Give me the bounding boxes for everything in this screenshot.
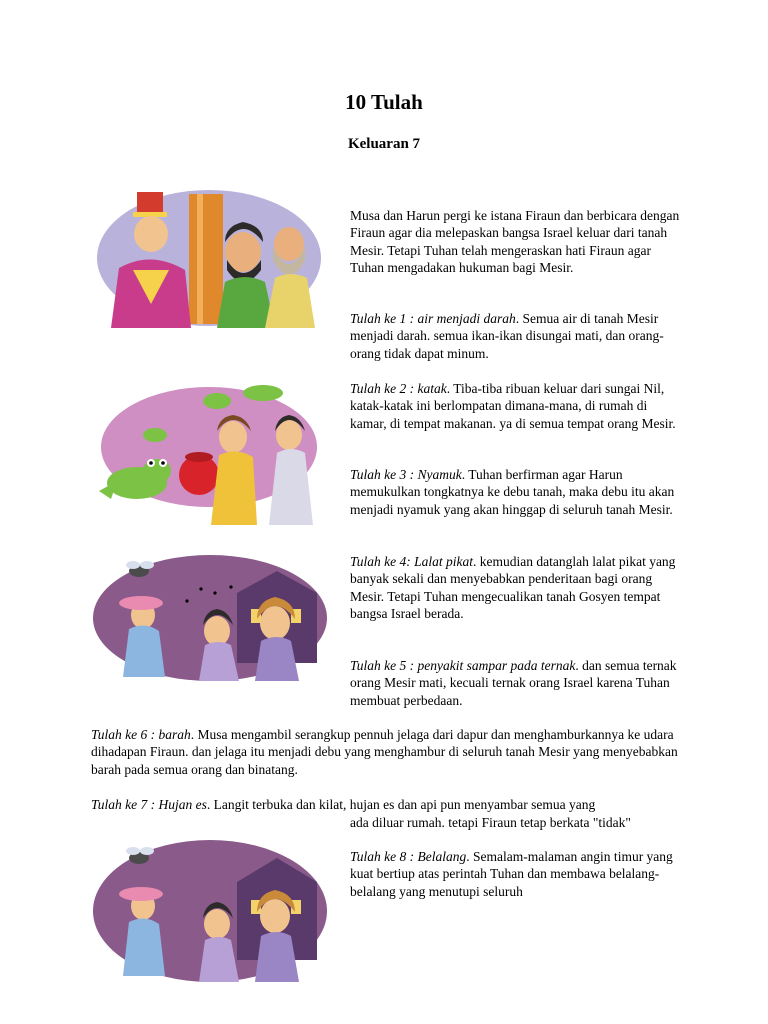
plague-8-text: . Semalam-malaman angin timur yang kuat bertiup atas perintah Tuhan dan membawa belalang-belalang yang menutupi seluruh bbox=[350, 849, 673, 899]
page-title: 10 Tulah bbox=[345, 90, 423, 114]
plague-7-continuation: ada diluar rumah. tetapi Firaun tetap berkata "tidak" bbox=[350, 815, 631, 830]
plague-1-paragraph bbox=[350, 310, 685, 362]
plague-3-text: . Tuhan berfirman agar Harun memukulkan tongkatnya ke debu tanah, maka debu itu akan menjadi nyamuk yang akan hinggap di seluruh tanah Mesir. bbox=[350, 467, 675, 517]
illustration-flies bbox=[91, 553, 329, 683]
plague-4-paragraph bbox=[350, 553, 685, 623]
plague-5-text: . dan semua ternak orang Mesir mati, kecuali ternak orang Israel karena Tuhan membuat perbedaan. bbox=[350, 658, 677, 708]
plague-2-lead: Tulah ke 2 : katak bbox=[350, 381, 447, 396]
plague-7-text: . Langit terbuka dan kilat, hujan es dan api pun menyambar semua yang bbox=[206, 797, 596, 812]
plague-8-paragraph bbox=[350, 848, 685, 900]
plague-1-lead: Tulah ke 1 : air menjadi darah bbox=[350, 311, 516, 326]
plague-3-lead: Tulah ke 3 : Nyamuk bbox=[350, 467, 462, 482]
plague-1-text: . Semua air di tanah Mesir menjadi darah. semua ikan-ikan disungai mati, dan orang-orang tidak dapat minum. bbox=[350, 311, 664, 361]
plague-7-paragraph bbox=[91, 796, 691, 813]
plague-5-paragraph bbox=[350, 657, 685, 709]
illustration-pharaoh bbox=[93, 186, 325, 330]
plague-6-lead: Tulah ke 6 : barah bbox=[91, 727, 191, 742]
plague-6-text: . Musa mengambil serangkup pennuh jelaga dari dapur dan menghamburkannya ke udara dihadapan Firaun. dan jelaga itu menjadi debu yang menghambur di seluruh tanah Mesir yang menyebabkan barah pada semua orang dan binatang. bbox=[91, 727, 678, 777]
plague-4-text: . kemudian datanglah lalat pikat yang banyak sekali dan menyebabkan penderitaan bagi orang Mesir. Tetapi Tuhan mengecualikan tanah Gosyen tempat bangsa Israel berada. bbox=[350, 554, 676, 622]
illustration-frogs bbox=[93, 379, 325, 531]
plague-8-lead: Tulah ke 8 : Belalang bbox=[350, 849, 467, 864]
plague-7-lead: Tulah ke 7 : Hujan es bbox=[91, 797, 207, 812]
plague-2-paragraph bbox=[350, 380, 685, 432]
plague-2-text: . Tiba-tiba ribuan keluar dari sungai Nil, katak-katak ini berlompatan dimana-mana, di rumah di kamar, di tempat makanan. ya di semua tempat orang Mesir. bbox=[350, 381, 676, 431]
plague-3-paragraph bbox=[350, 466, 685, 518]
plague-5-lead: Tulah ke 5 : penyakit sampar pada ternak bbox=[350, 658, 576, 673]
plague-4-lead: Tulah ke 4: Lalat pikat bbox=[350, 554, 473, 569]
illustration-locusts bbox=[91, 836, 329, 986]
plague-6-paragraph bbox=[91, 726, 691, 778]
intro-paragraph: Musa dan Harun pergi ke istana Firaun dan berbicara dengan Firaun agar dia melepaskan bangsa Israel keluar dari tanah Mesir. Tetapi Tuhan telah mengeraskan hati Firaun agar Tuhan mengadakan hukuman bagi Mesir. bbox=[350, 208, 680, 276]
page-subtitle: Keluaran 7 bbox=[347, 136, 421, 152]
